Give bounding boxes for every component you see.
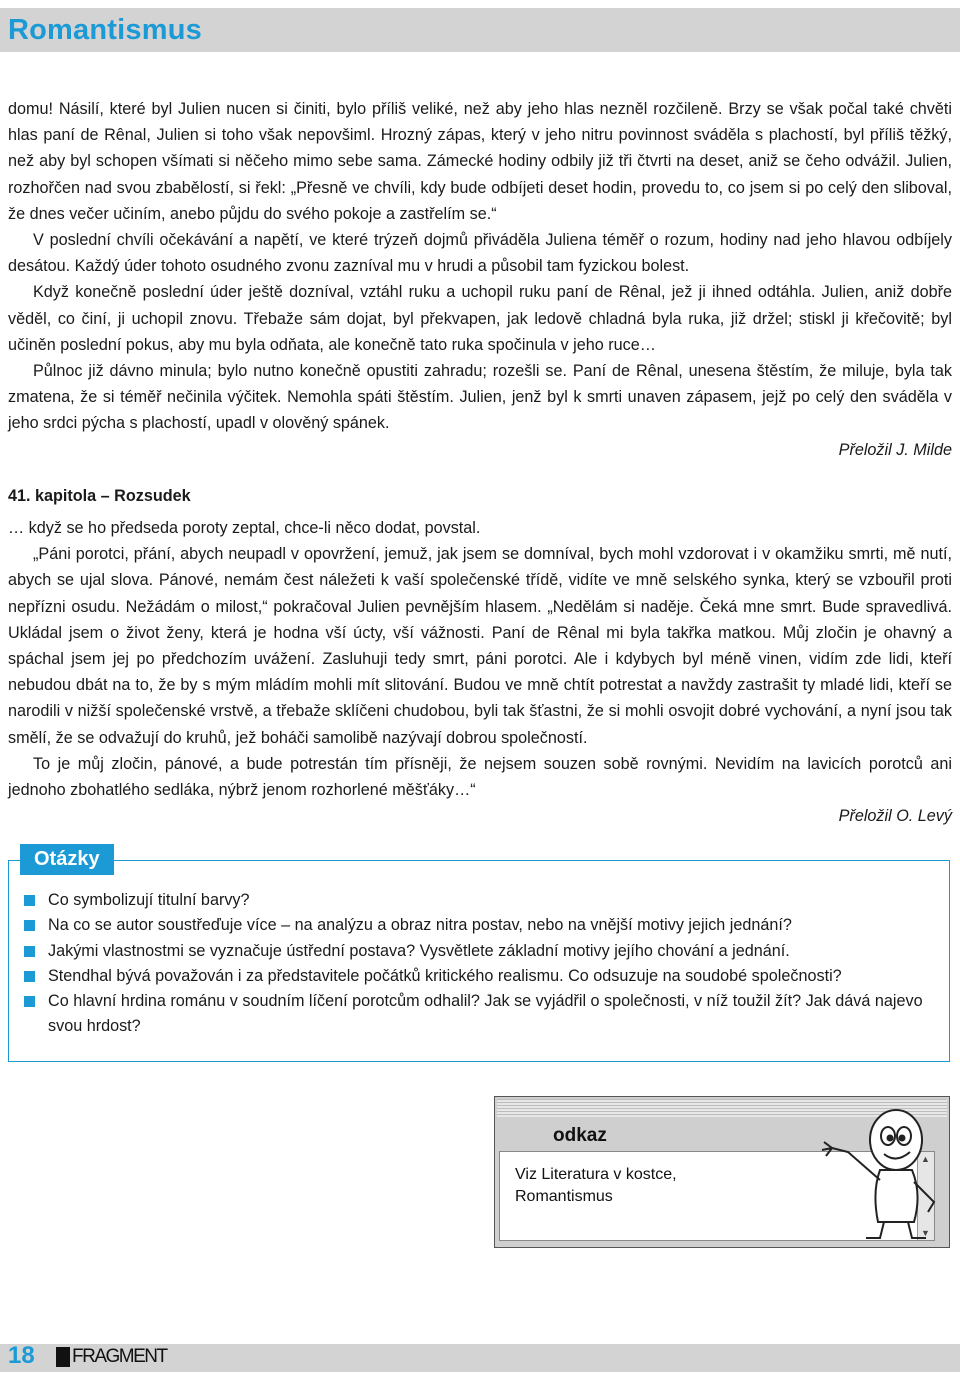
link-line: Viz Literatura v kostce, <box>515 1166 677 1183</box>
square-bullet-icon <box>24 996 35 1007</box>
square-bullet-icon <box>24 920 35 931</box>
link-line: Romantismus <box>515 1188 613 1205</box>
scroll-down-arrow-icon[interactable]: ▼ <box>921 1228 930 1238</box>
link-box-text <box>515 1164 677 1208</box>
list-item <box>24 888 924 913</box>
fragment-logo-icon <box>56 1347 70 1367</box>
link-box-title: odkaz <box>553 1125 607 1146</box>
pointing-cartoon-figure-icon <box>818 1102 948 1242</box>
header-bar <box>0 8 960 52</box>
list-item <box>24 939 924 964</box>
page-number: 18 <box>8 1342 35 1369</box>
list-item <box>24 913 924 938</box>
paragraph: domu! Násilí, které byl Julien nucen si činiti, bylo příliš veliké, než aby jeho hlas nezněl rozčileně. Brzy se však počal také chvěti hlas paní de Rênal, Julien si toho však nepovšiml. Hrozný zápas, který v jeho nitru povinnost sváděla s plachostí, byl příliš těžký, než aby byl schopen všímati si něčeho mimo sebe sama. Zámecké hodiny odbily již tři čtvrti na deset, aniž se čeho odvážil. Julien, rozhořčen nad svou zbabělostí, si řekl: „Přesně ve chvíli, kdy bude odbíjeti deset hodin, provedu to, co jsem si po celý den sliboval, že dnes večer učiním, anebo půjdu do svého pokoje a zastřelím se.“ <box>8 100 952 223</box>
publisher-logo: FRAGMENT <box>72 1346 167 1367</box>
paragraph: … když se ho předseda poroty zeptal, chce-li něco dodat, povstal. <box>8 519 481 538</box>
translator-credit: Přeložil J. Milde <box>838 440 952 459</box>
square-bullet-icon <box>24 946 35 957</box>
paragraph: V poslední chvíli očekávání a napětí, ve které trýzeň dojmů přiváděla Juliena téměř o rozum, hodiny nad jeho hlavou odbíjely desátou. Každý úder tohoto osudného zvonu zazníval mu v hrudi a působil tam fyzickou bolest. <box>8 231 952 276</box>
scroll-up-arrow-icon[interactable]: ▲ <box>921 1154 930 1164</box>
page-title: Romantismus <box>8 14 202 46</box>
square-bullet-icon <box>24 971 35 982</box>
questions-label: Otázky <box>20 844 114 875</box>
question-text: Co symbolizují titulní barvy? <box>48 891 250 909</box>
translator-credit: Přeložil O. Levý <box>838 807 952 826</box>
chapter-heading: 41. kapitola – Rozsudek <box>8 486 191 505</box>
list-item <box>24 989 924 1040</box>
paragraph: Když konečně poslední úder ještě dozníval, vztáhl ruku a uchopil ruku paní de Rênal, jež ji ihned odtáhla. Julien, aniž dobře věděl, co činí, ji uchopil znovu. Třebaže sám dojat, byl překvapen, jak ledově chladná byla ruka, již držel; stiskl ji křečovitě; byl učiněn poslední pokus, aby mu byla odňata, ale konečně tato ruka spočinula v jeho ruce… <box>8 283 952 354</box>
list-item <box>24 964 924 989</box>
question-text: Co hlavní hrdina románu v soudním líčení porotcům odhalil? Jak se vyjádřil o společnosti, v níž toužil žít? Jak dává najevo svou hrdost? <box>48 992 923 1036</box>
square-bullet-icon <box>24 895 35 906</box>
main-text <box>8 96 952 829</box>
question-text: Jakými vlastnostmi se vyznačuje ústřední postava? Vysvětlete základní motivy jejího chování a jednání. <box>48 941 790 960</box>
question-text: Na co se autor soustřeďuje více – na analýzu a obraz nitra postav, nebo na vnější motivy jejich jednání? <box>48 916 792 935</box>
questions-list <box>24 888 924 1040</box>
paragraph: Půlnoc již dávno minula; bylo nutno konečně opustiti zahradu; rozešli se. Paní de Rênal, unesena štěstím, že miluje, byla tak zmatena, že si téměř nečinila výčitek. Nemohla spáti štěstím. Julien, jenž byl k smrti unaven zápasem, jejž po celý den sváděla v jeho srdci pýcha s plachostí, upadl v olověný spánek. <box>8 362 952 433</box>
question-text: Stendhal bývá považován i za představitele počátků kritického realismu. Co odsuzuje na soudobé společnosti? <box>48 966 842 985</box>
paragraph: „Páni porotci, přání, abych neupadl v opovržení, jemuž, jak jsem se domníval, bych mohl vzdorovat i v okamžiku smrti, mě nutí, abych se ujal slova. Pánové, nemám čest náležeti k vaší společenské třídě, vidíte ve mně selského synka, který se vzbouřil proti nepřízni osudu. Nežádám o milost,“ pokračoval Julien pevnějším hlasem. „Nedělám si naděje. Čeká mne smrt. Bude spravedlivá. Ukládal jsem o život ženy, která je hodna vší úcty, vší vážnosti. Paní de Rênal mi byla takřka matkou. Můj zločin je ohavný a spáchal jsem jej po předchozím uvážení. Zasluhuji tedy smrt, páni porotci. Ale i kdybych byl méně vinen, vidím zde lidi, kteří nebudou dbát na to, že by s mým mládím mohli mít slitování. Budou ve mně chtít potrestat a navždy zastrašit ty mladé lidi, kteří se narodili v nižší společenské vrstvě, a třebaže sklíčeni chudobou, byli tak šťastni, že si mohli osvojit dobré vychování, a nyní jsou tak smělí, že se odvažují do kruhů, jež boháči samolibě nazývají dobrou společností. <box>8 545 952 747</box>
paragraph: To je můj zločin, pánové, a bude potrestán tím přísněji, že nejsem souzen sobě rovnými. Nevidím na lavicích porotců ani jednoho zbohatlého sedláka, nýbrž jenom rozhorlené měšťáky…“ <box>8 754 952 800</box>
